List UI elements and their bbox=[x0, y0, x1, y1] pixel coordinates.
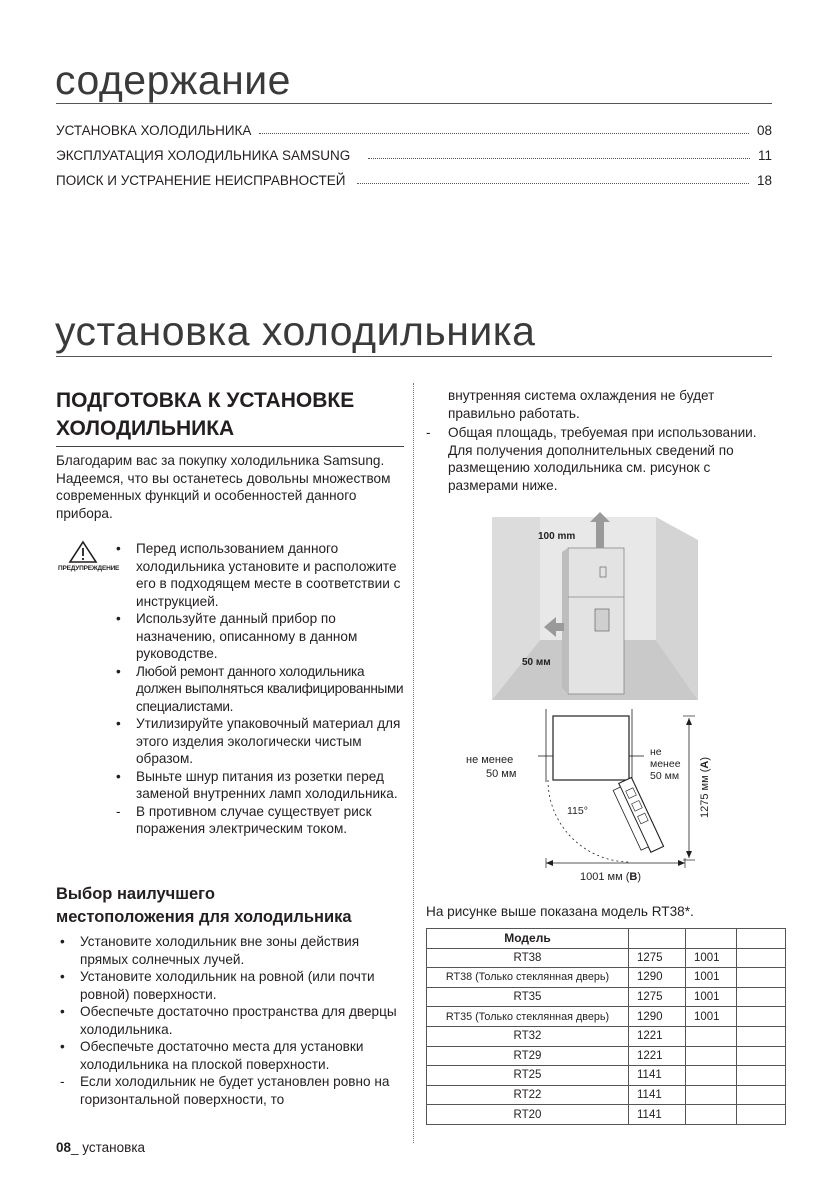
dimension-a-cell: 1290 bbox=[629, 968, 686, 988]
warning-item bbox=[112, 663, 408, 716]
toc-entry-page: 08 bbox=[756, 123, 772, 138]
table-cell bbox=[737, 948, 786, 968]
toc-leader bbox=[357, 183, 749, 184]
continued-text: внутренняя система охлаждения не будет правильно работать. bbox=[448, 388, 715, 421]
warning-list bbox=[112, 540, 408, 838]
toc-entry-label: ЭКСПЛУАТАЦИЯ ХОЛОДИЛЬНИКА SAMSUNG bbox=[56, 148, 351, 163]
warning-item bbox=[112, 768, 408, 803]
height-arrow-bottom bbox=[686, 851, 692, 858]
warning-item-text: Утилизируйте упаковочный материал для этого изделия экологически чистым образом. bbox=[136, 716, 401, 766]
space-note bbox=[424, 424, 774, 494]
table-cell bbox=[737, 1085, 786, 1105]
table-cell bbox=[686, 929, 737, 949]
location-item-text: Если холодильник не будет установлен ровно на горизонтальной поверхности, то bbox=[80, 1074, 390, 1107]
warning-item-text: Используйте данный прибор по назначению, описанному в данном руководстве. bbox=[136, 611, 358, 661]
table-row bbox=[427, 1105, 786, 1125]
table-row bbox=[427, 1007, 786, 1027]
page-number: 08 bbox=[56, 1140, 72, 1155]
warning-item bbox=[112, 803, 408, 838]
bullet-marker: • bbox=[60, 934, 65, 949]
installation-clearance-figure bbox=[490, 512, 702, 702]
toc-entry-page: 18 bbox=[756, 173, 772, 188]
toc-title: содержание bbox=[55, 57, 291, 103]
table-row bbox=[427, 1046, 786, 1066]
warning-item-text: В противном случае существует риск поражения электрическим током. bbox=[136, 803, 372, 836]
space-note-item bbox=[424, 424, 774, 494]
model-cell: RT29 bbox=[427, 1046, 629, 1066]
footer-label: _ установка bbox=[71, 1140, 146, 1155]
width-dimension-label bbox=[580, 871, 641, 883]
left-clearance-label-1: не менее bbox=[466, 754, 514, 766]
location-item bbox=[56, 933, 406, 968]
location-item bbox=[56, 1003, 406, 1038]
table-cell bbox=[737, 1066, 786, 1086]
model-dimension-table bbox=[426, 928, 786, 1125]
bullet-marker: • bbox=[116, 611, 121, 626]
bullet-marker: • bbox=[116, 768, 121, 784]
right-clearance-label-2: менее bbox=[650, 758, 681, 770]
toc-entry-page: 11 bbox=[757, 148, 772, 163]
bullet-marker: • bbox=[60, 1039, 65, 1054]
model-header: Модель bbox=[427, 929, 629, 949]
table-row bbox=[427, 968, 786, 988]
dimension-a-cell: 1141 bbox=[629, 1085, 686, 1105]
table-cell bbox=[737, 929, 786, 949]
model-cell: RT25 bbox=[427, 1066, 629, 1086]
table-row bbox=[427, 987, 786, 1007]
model-table-wrapper bbox=[426, 928, 786, 1125]
dash-marker: - bbox=[60, 1074, 65, 1089]
toc-entry-label: ПОИСК И УСТРАНЕНИЕ НЕИСПРАВНОСТЕЙ bbox=[56, 173, 346, 188]
height-arrow-top bbox=[686, 718, 692, 725]
table-cell bbox=[737, 1026, 786, 1046]
column-divider bbox=[413, 383, 414, 1143]
top-clearance-label: 100 mm bbox=[538, 531, 576, 542]
left-clearance-label-2: 50 мм bbox=[486, 768, 517, 780]
table-cell bbox=[737, 968, 786, 988]
warning-item-text: Перед использованием данного холодильника установите и расположите его в подходящем месте в соответствии с инструкцией. bbox=[136, 541, 401, 609]
table-cell bbox=[629, 929, 686, 949]
dimension-b-cell bbox=[686, 1026, 737, 1046]
right-clearance-label-1: не bbox=[650, 746, 662, 758]
model-cell: RT20 bbox=[427, 1105, 629, 1125]
toc-title-rule bbox=[56, 103, 772, 104]
dimension-a-cell: 1221 bbox=[629, 1026, 686, 1046]
location-list bbox=[56, 933, 406, 1108]
dimension-b-cell: 1001 bbox=[686, 987, 737, 1007]
dimension-a-cell: 1141 bbox=[629, 1105, 686, 1125]
figure-caption: На рисунке выше показана модель RT38*. bbox=[426, 904, 694, 919]
dimension-b-cell bbox=[686, 1046, 737, 1066]
page-footer bbox=[56, 1140, 145, 1155]
side-clearance-label: 50 мм bbox=[522, 657, 551, 668]
dimension-b-cell: 1001 bbox=[686, 948, 737, 968]
location-item-text: Установите холодильник на ровной (или почти ровной) поверхности. bbox=[80, 969, 375, 1002]
model-cell: RT32 bbox=[427, 1026, 629, 1046]
space-note-text: Общая площадь, требуемая при использовании. Для получения дополнительных сведений по размещению холодильника см. рисунок с размерами ниже. bbox=[448, 425, 757, 493]
model-cell: RT35 bbox=[427, 987, 629, 1007]
height-value: 1275 мм ( bbox=[699, 768, 711, 818]
location-item bbox=[56, 1073, 406, 1108]
toc-entry[interactable] bbox=[56, 120, 772, 138]
location-item bbox=[56, 1038, 406, 1073]
warning-item-text: Выньте шнур питания из розетки перед заменой внутренних ламп холодильника. bbox=[136, 768, 398, 801]
table-row bbox=[427, 1066, 786, 1086]
table-row bbox=[427, 948, 786, 968]
table-cell bbox=[737, 1007, 786, 1027]
bullet-marker: • bbox=[60, 969, 65, 984]
dimension-b-cell bbox=[686, 1085, 737, 1105]
dimension-a-cell: 1141 bbox=[629, 1066, 686, 1086]
location-heading-line2: местоположения для холодильника bbox=[56, 908, 352, 926]
prep-heading bbox=[56, 387, 406, 443]
door-angle-label: 115° bbox=[567, 805, 588, 817]
prep-heading-rule bbox=[56, 446, 404, 447]
prep-heading-line1: ПОДГОТОВКА К УСТАНОВКЕ bbox=[56, 389, 355, 412]
dimension-a-cell: 1290 bbox=[629, 1007, 686, 1027]
warning-item bbox=[112, 610, 408, 663]
location-heading bbox=[56, 883, 412, 929]
location-item bbox=[56, 968, 406, 1003]
location-item-text: Установите холодильник вне зоны действия прямых солнечных лучей. bbox=[80, 934, 360, 967]
dimension-b-cell bbox=[686, 1105, 737, 1125]
fridge-side bbox=[562, 548, 568, 694]
dimension-b-cell bbox=[686, 1066, 737, 1086]
width-arrow-left bbox=[546, 860, 553, 866]
dimension-a-cell: 1275 bbox=[629, 987, 686, 1007]
width-value: 1001 мм ( bbox=[580, 871, 630, 883]
table-cell bbox=[737, 1105, 786, 1125]
width-arrow-right bbox=[678, 860, 685, 866]
warning-item bbox=[112, 540, 408, 610]
section-title: установка холодильника bbox=[55, 308, 536, 354]
location-item-text: Обеспечьте достаточно пространства для дверцы холодильника. bbox=[80, 1004, 397, 1037]
dimension-b-cell: 1001 bbox=[686, 968, 737, 988]
door-swing-figure bbox=[440, 706, 720, 886]
location-item-text: Обеспечьте достаточно места для установки холодильника на плоской поверхности. bbox=[80, 1039, 364, 1072]
toc-leader bbox=[259, 133, 749, 134]
location-heading-line1: Выбор наилучшего bbox=[56, 885, 215, 903]
water-dispenser bbox=[595, 609, 609, 631]
table-cell bbox=[737, 1046, 786, 1066]
height-letter: A bbox=[699, 760, 711, 769]
model-cell: RT38 (Только стеклянная дверь) bbox=[427, 968, 629, 988]
toc-entry-label: УСТАНОВКА ХОЛОДИЛЬНИКА bbox=[56, 123, 252, 138]
dimension-b-cell: 1001 bbox=[686, 1007, 737, 1027]
fridge-top-view bbox=[553, 716, 629, 780]
height-close-paren: ) bbox=[699, 757, 711, 761]
height-dimension-label bbox=[699, 757, 711, 818]
dash-marker: - bbox=[426, 425, 431, 440]
dimension-a-cell: 1221 bbox=[629, 1046, 686, 1066]
open-door bbox=[611, 777, 663, 855]
model-cell: RT35 (Только стеклянная дверь) bbox=[427, 1007, 629, 1027]
warning-triangle-icon bbox=[68, 540, 98, 564]
dimension-a-cell: 1275 bbox=[629, 948, 686, 968]
table-cell bbox=[737, 987, 786, 1007]
section-title-rule bbox=[56, 356, 772, 357]
toc-leader bbox=[368, 158, 750, 159]
bullet-marker: • bbox=[116, 663, 121, 679]
warning-label: ПРЕДУПРЕЖДЕНИЕ bbox=[58, 565, 120, 572]
warning-item-text: Любой ремонт данного холодильника должен выполняться квалифицированными специалистами. bbox=[136, 663, 404, 714]
warning-block bbox=[58, 540, 120, 572]
width-close-paren: ) bbox=[637, 871, 641, 883]
toc-entry[interactable] bbox=[56, 145, 772, 163]
dash-marker: - bbox=[116, 803, 121, 819]
bullet-marker: • bbox=[116, 716, 121, 731]
model-cell: RT22 bbox=[427, 1085, 629, 1105]
table-row bbox=[427, 1026, 786, 1046]
prep-heading-line2: ХОЛОДИЛЬНИКА bbox=[56, 417, 235, 440]
intro-paragraph: Благодарим вас за покупку холодильника Samsung. Надеемся, что вы останетесь довольны множеством современных функций и особенностей данного прибора. bbox=[56, 453, 391, 521]
warning-item bbox=[112, 715, 408, 768]
width-letter: B bbox=[629, 871, 638, 883]
model-cell: RT38 bbox=[427, 948, 629, 968]
table-row bbox=[427, 1085, 786, 1105]
table-header-row bbox=[427, 929, 786, 949]
toc-entry[interactable] bbox=[56, 170, 772, 188]
right-clearance-label-3: 50 мм bbox=[650, 770, 680, 782]
bullet-marker: • bbox=[60, 1004, 65, 1019]
bullet-marker: • bbox=[116, 541, 121, 556]
